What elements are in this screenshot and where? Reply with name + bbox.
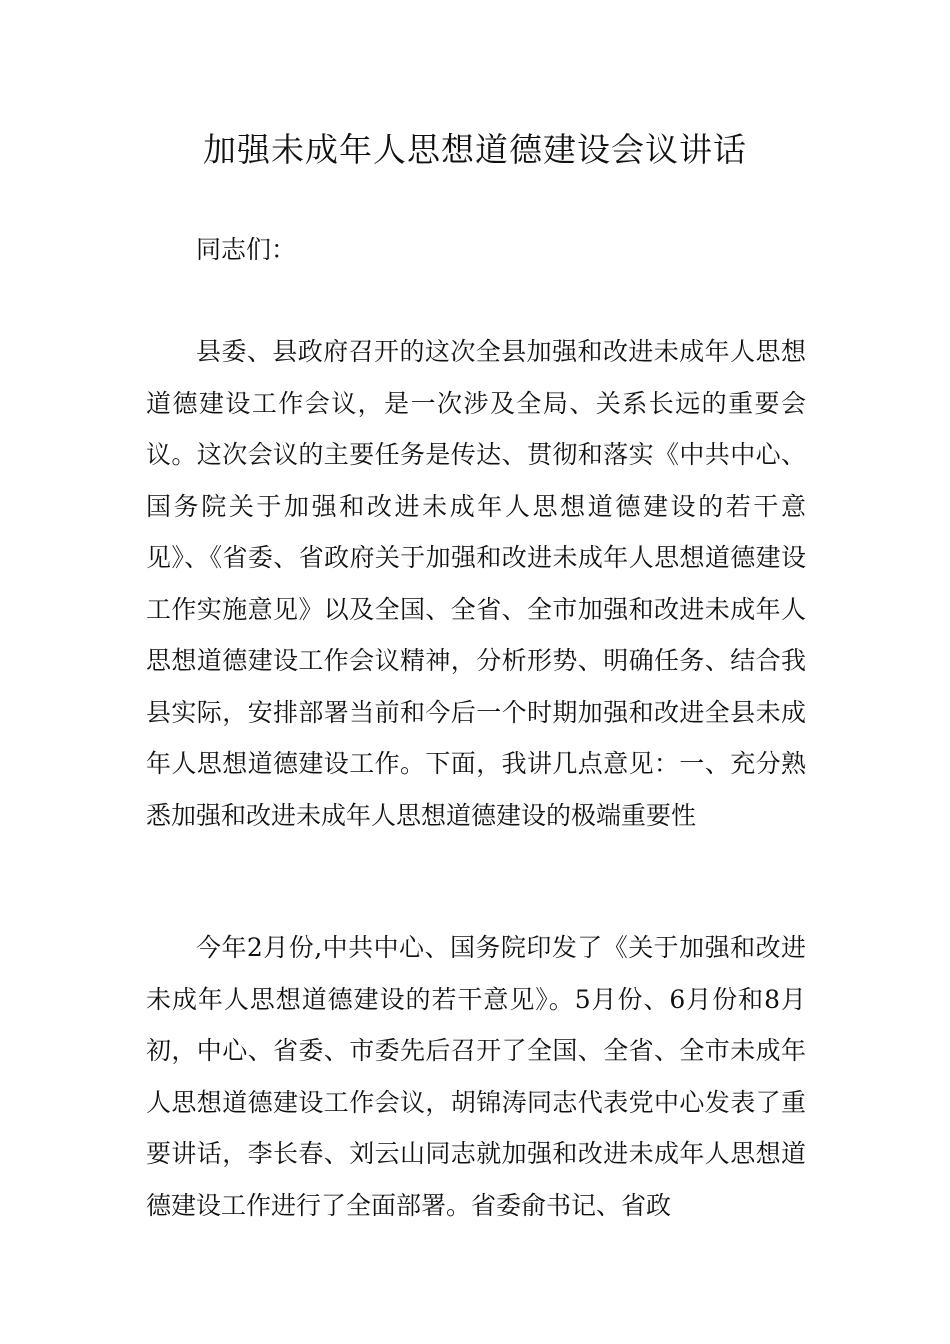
document-title: 加强未成年人思想道德建设会议讲话 <box>203 130 747 169</box>
body-paragraph-2: 今年2月份,中共中心、国务院印发了《关于加强和改进未成年人思想道德建设的若干意见》。5月份、6月份和8月初，中心、省委、市委先后召开了全国、全省、全市未成年人思想道德建设工作会议，胡锦涛同志代表党中心发表了重要讲话，李长春、刘云山同志就加强和改进未成年人思想道德建设工作进行了全面部署。省委俞书记、省政 <box>146 933 806 1220</box>
salutation: 同志们： <box>196 235 297 264</box>
body-paragraph-1: 县委、县政府召开的这次全县加强和改进未成年人思想道德建设工作会议，是一次涉及全局、关系长远的重要会议。这次会议的主要任务是传达、贯彻和落实《中共中心、国务院关于加强和改进未成年人思想道德建设的若干意见》、《省委、省政府关于加强和改进未成年人思想道德建设工作实施意见》以及全国、全省、全市加强和改进未成年人思想道德建设工作会议精神，分析形势、明确任务、结合我县实际，安排部署当前和今后一个时期加强和改进全县未成年人思想道德建设工作。下面，我讲几点意见：一、充分熟悉加强和改进未成年人思想道德建设的极端重要性 <box>146 337 806 830</box>
